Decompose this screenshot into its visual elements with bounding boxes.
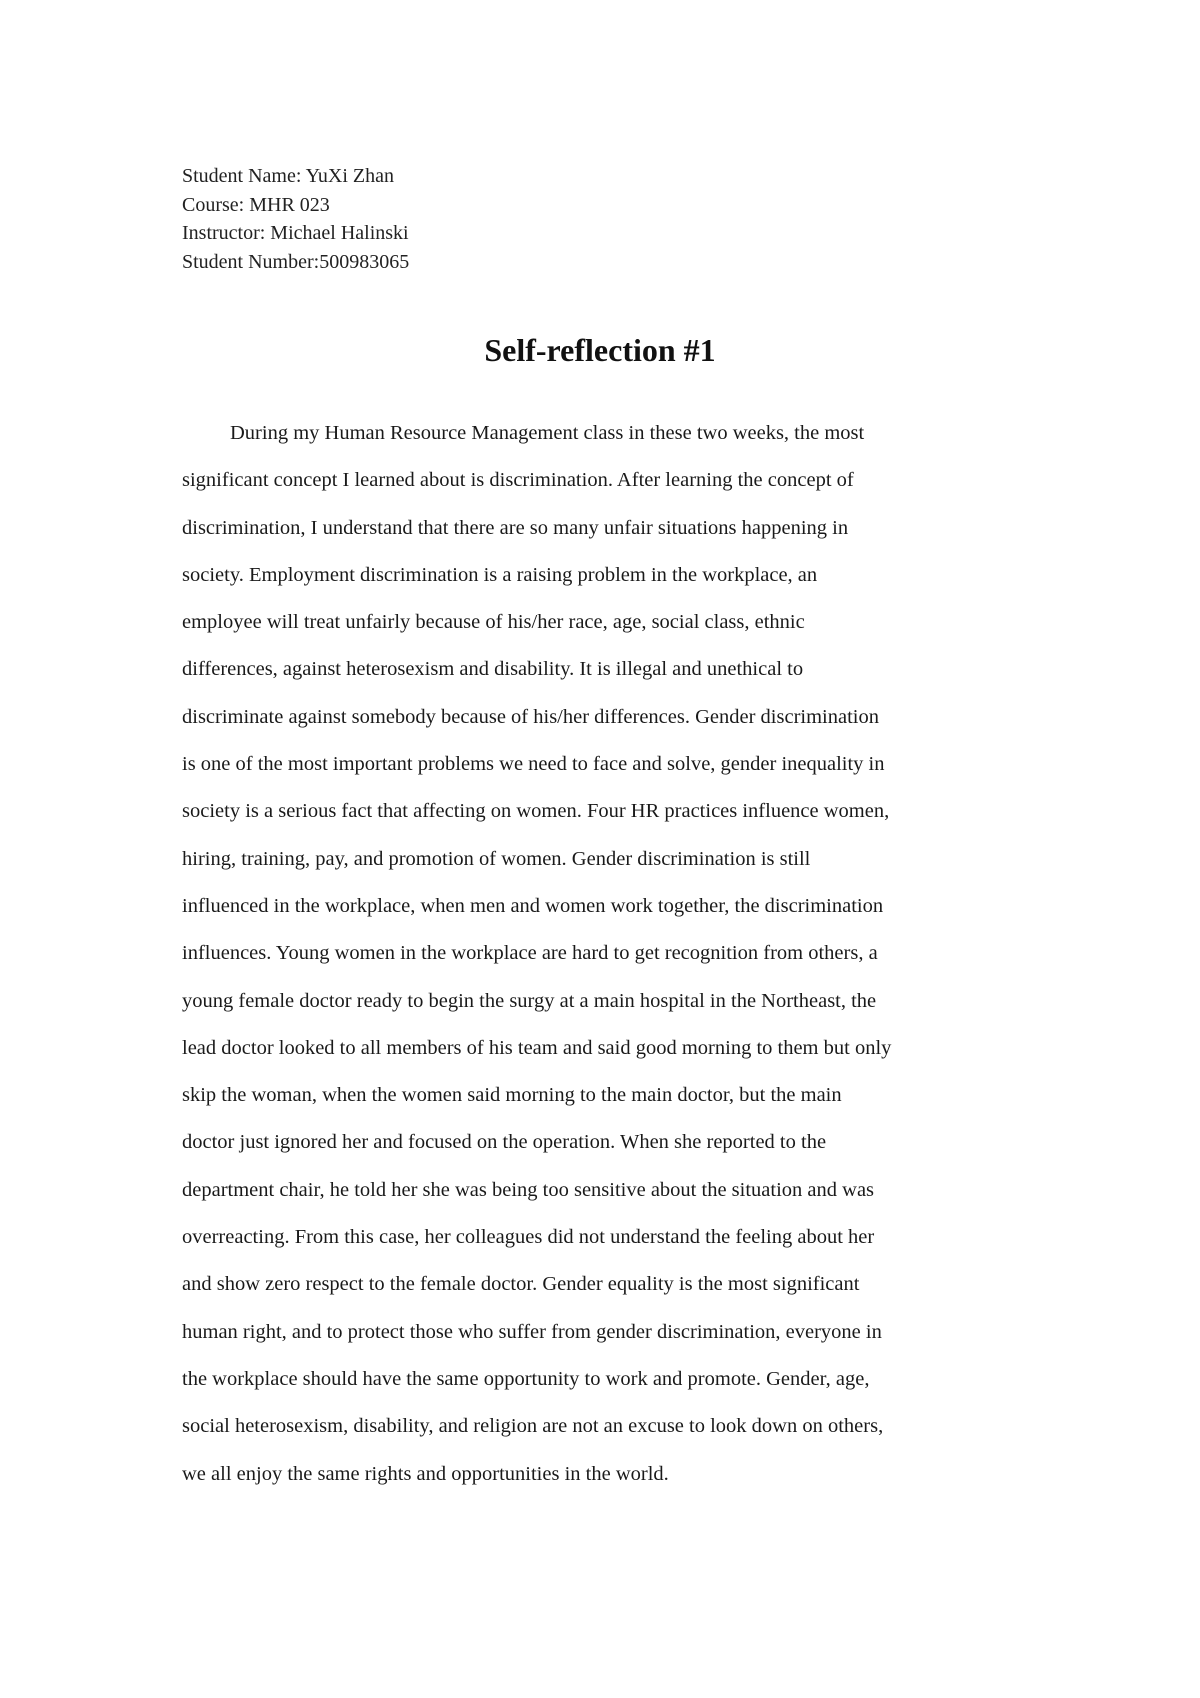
body-line: is one of the most important problems we need to face and solve, gender inequality in [182, 753, 885, 776]
student-name: Student Name: YuXi Zhan [182, 165, 395, 187]
body-line: department chair, he told her she was being too sensitive about the situation and was [182, 1178, 875, 1201]
body-line: human right, and to protect those who suffer from gender discrimination, everyone in [182, 1320, 882, 1343]
body-line: hiring, training, pay, and promotion of women. Gender discrimination is still [182, 847, 811, 870]
body-line: significant concept I learned about is discrimination. After learning the concept of [182, 469, 854, 492]
document-title: Self-reflection #1 [484, 332, 716, 368]
body-line: lead doctor looked to all members of his team and said good morning to them but only [182, 1036, 892, 1059]
body-line: the workplace should have the same opportunity to work and promote. Gender, age, [182, 1367, 870, 1390]
instructor: Instructor: Michael Halinski [182, 222, 409, 244]
body-line: influences. Young women in the workplace are hard to get recognition from others, a [182, 942, 878, 965]
course: Course: MHR 023 [182, 193, 330, 216]
body-line: society. Employment discrimination is a raising problem in the workplace, an [182, 563, 818, 586]
student-number: Student Number:500983065 [182, 250, 410, 273]
body-line: employee will treat unfairly because of his/her race, age, social class, ethnic [182, 611, 805, 634]
body-line: doctor just ignored her and focused on the operation. When she reported to the [182, 1131, 827, 1154]
body-line: young female doctor ready to begin the surgy at a main hospital in the Northeast, the [182, 989, 877, 1012]
body-line: discriminate against somebody because of his/her differences. Gender discrimination [182, 705, 879, 728]
body-line: influenced in the workplace, when men and women work together, the discrimination [182, 894, 884, 917]
body-line: society is a serious fact that affecting on women. Four HR practices influence women, [182, 800, 890, 823]
body-line: skip the woman, when the women said morning to the main doctor, but the main [182, 1084, 842, 1107]
body-line: discrimination, I understand that there are so many unfair situations happening in [182, 516, 849, 539]
body-line: differences, against heterosexism and disability. It is illegal and unethical to [182, 658, 804, 681]
body-line: overreacting. From this case, her colleagues did not understand the feeling about her [182, 1226, 875, 1249]
body-paragraph [182, 410, 1022, 1498]
body-line: and show zero respect to the female doctor. Gender equality is the most significant [182, 1273, 860, 1296]
body-line: we all enjoy the same rights and opportunities in the world. [182, 1462, 669, 1485]
body-line: During my Human Resource Management class in these two weeks, the most [230, 422, 865, 444]
body-line: social heterosexism, disability, and religion are not an excuse to look down on others, [182, 1415, 884, 1438]
student-info-block [182, 162, 882, 276]
